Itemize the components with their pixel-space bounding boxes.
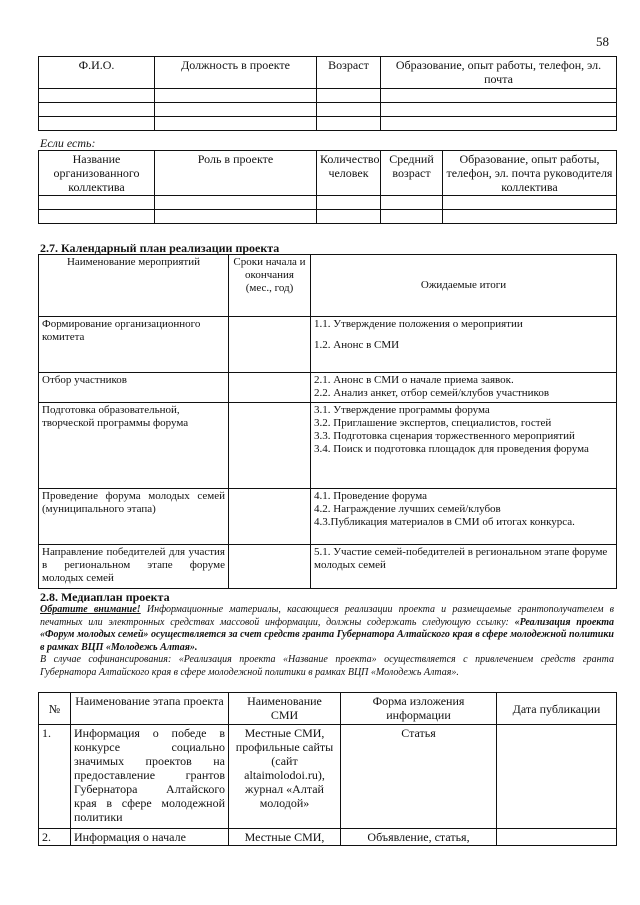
media-table [38,692,617,846]
calendar-result: 4.1. Проведение форума [314,490,428,502]
media-row-form: Статья [341,725,497,829]
calendar-result: 1.2. Анонс в СМИ [314,339,400,351]
media-cofinance: В случае софинансирования: «Реализация проекта «Название проекта» осуществляется с привлечением средств гранта Губернатора Алтайского края в сфере молодежной политики в рамках ВЦП «Молодежь Алтая». [40,654,614,678]
table-row [39,317,617,373]
if-exists-label: Если есть: [40,136,96,150]
media-header-stage: Наименование этапа проекта [71,693,229,725]
media-row-date [497,725,617,829]
calendar-result: 1.1. Утверждение положения о мероприятии [314,318,523,330]
media-row-stage: Информация о начале [71,829,229,846]
team-header-education: Образование, опыт работы, телефон, эл. почта [381,57,617,89]
table-row [39,210,617,224]
media-note [40,604,614,654]
table-row [39,545,617,589]
collective-header-name: Название организованного коллектива [39,151,155,196]
media-row-smi: Местные СМИ, профильные сайты (сайт altaimolodoi.ru), журнал «Алтай молодой» [229,725,341,829]
calendar-table [38,254,617,589]
team-table [38,56,617,131]
calendar-result: 5.1. Участие семей-победителей в региональном этапе форуме молодых семей [311,545,617,589]
calendar-header-results: Ожидаемые итоги [311,255,617,317]
calendar-event: Подготовка образовательной, творческой программы форума [39,403,229,489]
calendar-heading: 2.7. Календарный план реализации проекта [40,241,280,255]
table-row [39,196,617,210]
table-row [39,489,617,545]
media-row-num: 1. [39,725,71,829]
collective-header-age: Средний возраст [381,151,443,196]
table-row [39,117,617,131]
team-header-name: Ф.И.О. [39,57,155,89]
table-row [39,89,617,103]
media-header-num: № [39,693,71,725]
table-row [39,829,617,846]
calendar-result: 4.3.Публикация материалов в СМИ об итогах конкурса. [314,516,575,528]
media-note-lead: Обратите внимание! [40,604,141,615]
table-row [39,103,617,117]
calendar-result: 4.2. Награждение лучших семей/клубов [314,503,501,515]
media-row-stage: Информация о победе в конкурсе социально значимых проектов на предоставление грантов Губернатора Алтайского края в сфере молодежной политики [71,725,229,829]
calendar-header-event: Наименование мероприятий [39,255,229,317]
media-heading: 2.8. Медиаплан проекта [40,590,170,604]
calendar-result: 3.3. Подготовка сценария торжественного мероприятий [314,430,575,442]
collective-header-education: Образование, опыт работы, телефон, эл. почта руководителя коллектива [443,151,617,196]
media-note-quote: «Реализация проекта «Форум молодых семей» осуществляется за счет средств гранта Губернатора Алтайского края в сфере молодежной политики в рамках ВЦП «Молодежь Алтая». [40,616,614,653]
media-row-smi: Местные СМИ, [229,829,341,846]
calendar-event: Проведение форума молодых семей (муниципального этапа) [39,489,229,545]
media-header-smi: Наименование СМИ [229,693,341,725]
collective-header-role: Роль в проекте [155,151,317,196]
media-note-text: Информационные материалы, касающиеся реализации проекта и размещаемые грантополучателем в печатных или электронных средствах массовой информации, должны содержать следующую ссылку: [40,604,614,628]
table-row [39,373,617,403]
media-row-date [497,829,617,846]
table-row [39,725,617,829]
calendar-event: Формирование организационного комитета [39,317,229,373]
calendar-header-dates: Сроки начала и окончания (мес., год) [229,255,311,317]
media-header-date: Дата публикации [497,693,617,725]
calendar-result: 2.2. Анализ анкет, отбор семей/клубов участников [314,387,550,399]
collective-header-count: Количество человек [317,151,381,196]
page-number: 58 [596,34,609,49]
calendar-result: 2.1. Анонс в СМИ о начале приема заявок. [314,374,514,386]
calendar-event: Направление победителей для участия в региональном этапе форуме молодых семей [39,545,229,589]
media-row-num: 2. [39,829,71,846]
team-header-position: Должность в проекте [155,57,317,89]
calendar-result: 3.4. Поиск и подготовка площадок для проведения форума [314,443,589,455]
calendar-result: 3.2. Приглашение экспертов, специалистов, гостей [314,417,552,429]
media-row-form: Объявление, статья, [341,829,497,846]
table-row [39,403,617,489]
collective-table [38,150,617,224]
media-header-form: Форма изложения информации [341,693,497,725]
team-header-age: Возраст [317,57,381,89]
calendar-result: 3.1. Утверждение программы форума [314,404,490,416]
calendar-event: Отбор участников [39,373,229,403]
